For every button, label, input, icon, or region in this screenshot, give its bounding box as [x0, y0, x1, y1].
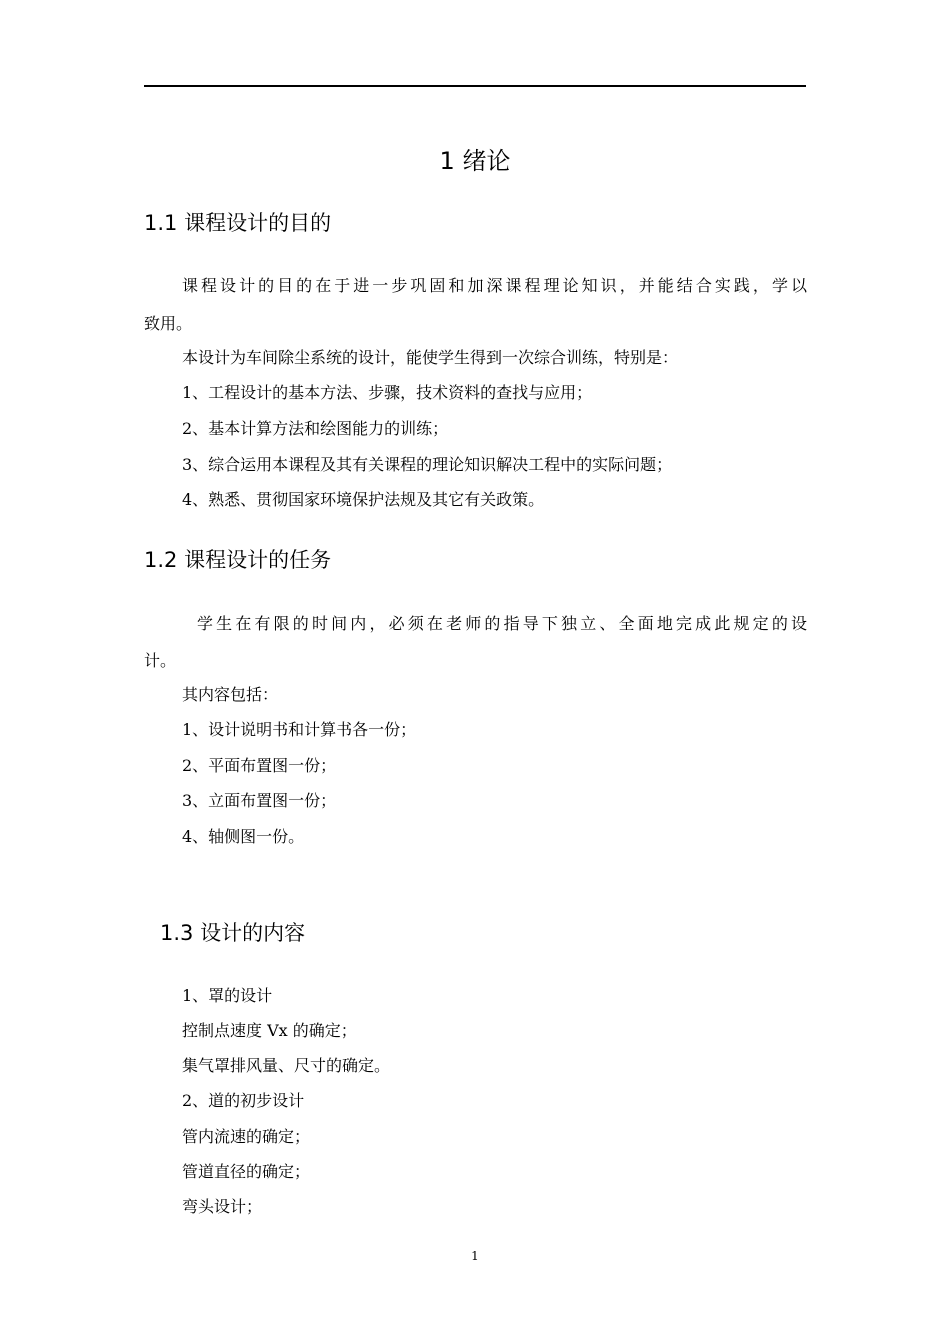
- page-number: 1: [471, 1249, 479, 1263]
- list-item: 3、立面布置图一份；: [182, 791, 337, 810]
- list-item: 1、工程设计的基本方法、步骤，技术资料的查找与应用；: [182, 383, 593, 402]
- list-item: 2、平面布置图一份；: [182, 756, 337, 775]
- list-item: 弯头设计；: [182, 1197, 263, 1216]
- paragraph-task-line-1: 学生在有限的时间内，必须在老师的指导下独立、全面地完成此规定的设: [197, 614, 807, 633]
- list-item: 管道直径的确定；: [182, 1162, 311, 1181]
- list-item: 1、设计说明书和计算书各一份；: [182, 720, 417, 739]
- list-item: 2、道的初步设计: [182, 1091, 305, 1110]
- list-item: 4、熟悉、贯彻国家环境保护法规及其它有关政策。: [182, 490, 545, 509]
- paragraph-purpose-line-2: 致用。: [144, 314, 193, 333]
- list-item: 控制点速度 Vx 的确定；: [182, 1021, 357, 1040]
- header-rule: [144, 85, 806, 87]
- list-item: 1、罩的设计: [182, 986, 273, 1005]
- section-heading-1-1: 1.1 课程设计的目的: [144, 211, 332, 235]
- section-heading-1-2: 1.2 课程设计的任务: [144, 548, 332, 572]
- section-heading-1-3: 1.3 设计的内容: [160, 921, 306, 945]
- list-item: 管内流速的确定；: [182, 1127, 311, 1146]
- list-item: 4、轴侧图一份。: [182, 827, 305, 846]
- paragraph-training-intro: 本设计为车间除尘系统的设计，能使学生得到一次综合训练，特别是：: [182, 348, 679, 367]
- paragraph-purpose-line-1: 课程设计的目的在于进一步巩固和加深课程理论知识，并能结合实践，学以: [182, 276, 807, 295]
- list-item: 集气罩排风量、尺寸的确定。: [182, 1056, 391, 1075]
- list-item: 3、综合运用本课程及其有关课程的理论知识解决工程中的实际问题；: [182, 455, 673, 474]
- paragraph-task-line-2: 计。: [144, 651, 177, 670]
- list-item: 2、基本计算方法和绘图能力的训练；: [182, 419, 449, 438]
- chapter-title: 1 绪论: [439, 147, 511, 175]
- paragraph-contents-intro: 其内容包括：: [182, 685, 279, 704]
